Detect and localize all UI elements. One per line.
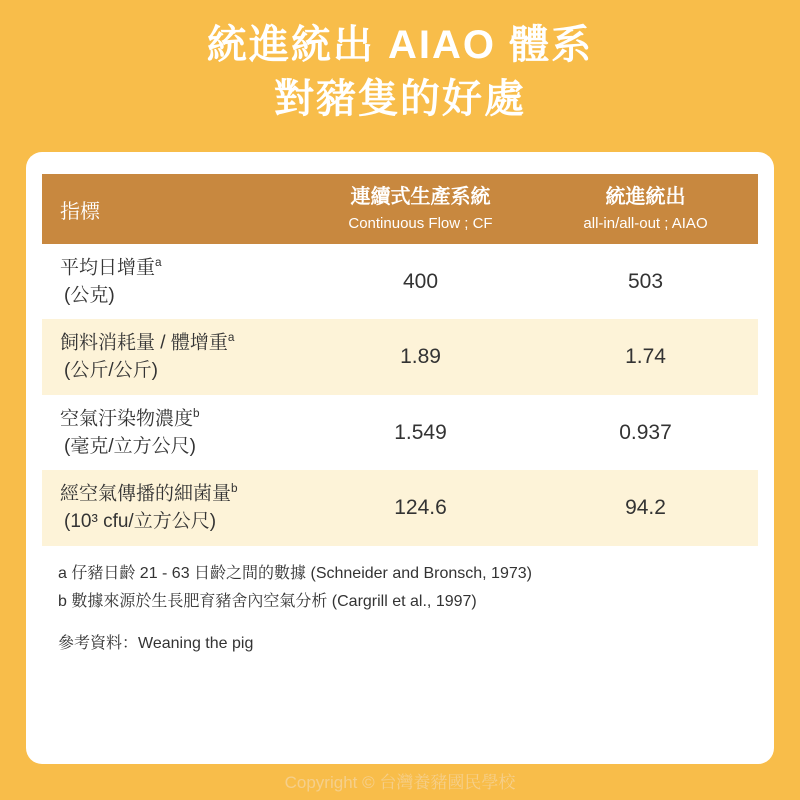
column-header-aiao — [533, 174, 758, 244]
row-label-superscript: b — [193, 406, 200, 420]
table-header-row — [42, 174, 758, 244]
row-label-superscript: a — [155, 256, 162, 269]
table-body — [42, 244, 758, 546]
row-value-cf: 1.549 — [308, 395, 533, 470]
table-row — [42, 244, 758, 319]
column-header-cf-zh: 連續式生產系統 — [350, 186, 491, 208]
row-value-aiao: 1.74 — [533, 319, 758, 394]
column-header-cf-en: Continuous Flow ; CF — [348, 215, 493, 232]
row-value-cf: 400 — [308, 244, 533, 319]
page-title — [0, 0, 800, 126]
row-label-unit: (公克) — [64, 284, 115, 306]
copyright-text: Copyright © 台灣養豬國民學校 — [284, 773, 516, 792]
column-header-metric: 指標 — [42, 174, 308, 244]
row-label-unit: (公斤/公斤) — [64, 360, 158, 382]
reference-text: 參考資料：Weaning the pig — [58, 634, 254, 652]
row-value-aiao: 0.937 — [533, 395, 758, 470]
row-label-superscript: a — [227, 331, 235, 345]
row-value-cf: 1.89 — [308, 319, 533, 394]
row-value-aiao: 94.2 — [533, 470, 758, 545]
footnotes — [58, 560, 760, 616]
row-label-text: 平均日增重 — [60, 257, 156, 279]
column-header-aiao-en: all-in/all-out ; AIAO — [583, 215, 708, 232]
row-label — [42, 470, 308, 545]
row-label-text: 空氣汙染物濃度 — [60, 408, 194, 430]
table-row — [42, 395, 758, 470]
row-label — [42, 395, 308, 470]
column-header-aiao-zh: 統進統出 — [605, 186, 686, 208]
footnote-a: a 仔豬日齡 21 - 63 日齡之間的數據 (Schneider and Bronsch, 1973) — [58, 564, 532, 582]
title-line-2: 對豬隻的好處 — [274, 77, 526, 121]
footnote-b: b 數據來源於生長肥育豬舍內空氣分析 (Cargrill et al., 1997) — [58, 592, 477, 610]
column-header-continuous-flow — [308, 174, 533, 244]
row-value-aiao: 503 — [533, 244, 758, 319]
row-label-text: 經空氣傳播的細菌量 — [60, 483, 232, 505]
row-label-text: 飼料消耗量 / 體增重 — [60, 332, 228, 354]
row-label — [42, 319, 308, 394]
row-label-unit: (毫克/立方公尺) — [64, 435, 196, 457]
row-value-cf: 124.6 — [308, 470, 533, 545]
table-header — [42, 174, 758, 244]
table-row — [42, 470, 758, 545]
comparison-table — [42, 174, 758, 546]
content-card — [26, 152, 774, 764]
row-label — [42, 244, 308, 319]
row-label-superscript: b — [231, 482, 238, 496]
row-label-unit: (10³ cfu/立方公尺) — [64, 511, 217, 533]
title-line-1: 統進統出 AIAO 體系 — [206, 23, 594, 67]
table-row — [42, 319, 758, 394]
